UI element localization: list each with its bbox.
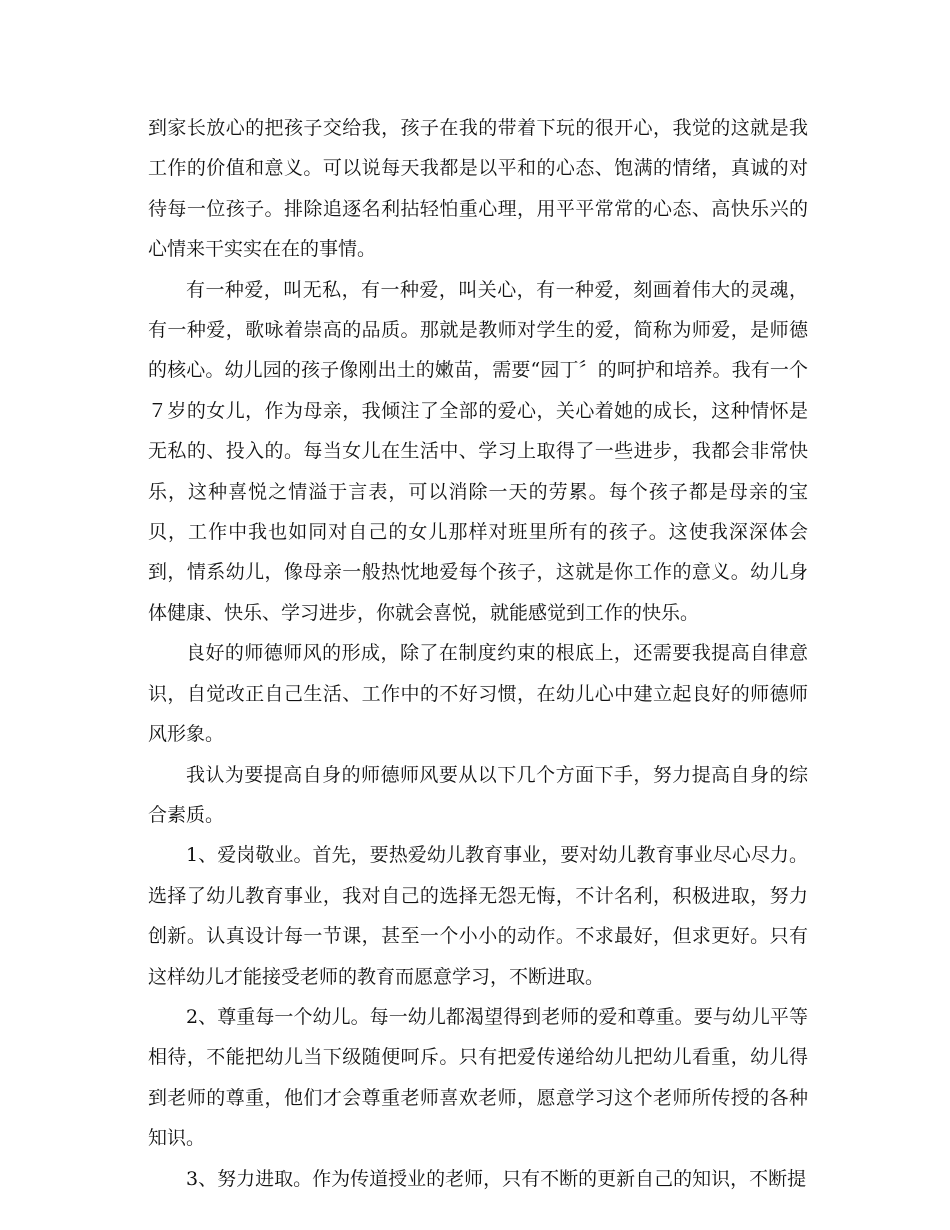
paragraph-2: 有一种爱，叫无私，有一种爱，叫关心，有一种爱，刻画着伟大的灵魂，有一种爱，歌咏着崇高的品质。那就是教师对学生的爱，简称为师爱，是师德的核心。幼儿园的孩子像刚出土的嫩苗，需要“园丁〞的呵护和培养。我有一个７岁的女儿，作为母亲，我倾注了全部的爱心，关心着她的成长，这种情怀是无私的、投入的。每当女儿在生活中、学习上取得了一些进步，我都会非常快乐，这种喜悦之情溢于言表，可以消除一天的劳累。每个孩子都是母亲的宝贝，工作中我也如同对自己的女儿那样对班里所有的孩子。这使我深深体会到，情系幼儿，像母亲一般热忱地爱每个孩子，这就是你工作的意义。幼儿身体健康、快乐、学习进步，你就会喜悦，就能感觉到工作的快乐。 [148,278,808,624]
paragraph-6: 2、尊重每一个幼儿。每一幼儿都渴望得到老师的爱和尊重。要与幼儿平等相待，不能把幼儿当下级随便呵斥。只有把爱传递给幼儿把幼儿看重，幼儿得到老师的尊重，他们才会尊重老师喜欢老师，愿意学习这个老师所传授的各种知识。 [148,1005,808,1150]
paragraph-1: 到家长放心的把孩子交给我，孩子在我的带着下玩的很开心，我觉的这就是我工作的价值和意义。可以说每天我都是以平和的心态、饱满的情绪，真诚的对待每一位孩子。排除追逐名利拈轻怕重心理，用平平常常的心态、高快乐兴的心情来干实实在在的事情。 [148,117,808,261]
document-body [148,108,808,1199]
paragraph-3: 良好的师德师风的形成，除了在制度约束的根底上，还需要我提高自律意识，自觉改正自己生活、工作中的不好习惯，在幼儿心中建立起良好的师德师风形象。 [148,642,808,746]
paragraph-4: 我认为要提高自身的师德师风要从以下几个方面下手，努力提高自身的综合素质。 [148,763,808,826]
paragraph-7: 3、努力进取。作为传道授业的老师，只有不断的更新自己的知识，不断提 [186,1167,807,1190]
paragraph-5: 1、爱岗敬业。首先，要热爱幼儿教育事业，要对幼儿教育事业尽心尽力。选择了幼儿教育事业，我对自己的选择无怨无悔，不计名利，积极进取，努力创新。认真设计每一节课，甚至一个小小的动作。不求最好，但求更好。只有这样幼儿才能接受老师的教育而愿意学习，不断进取。 [148,844,808,988]
